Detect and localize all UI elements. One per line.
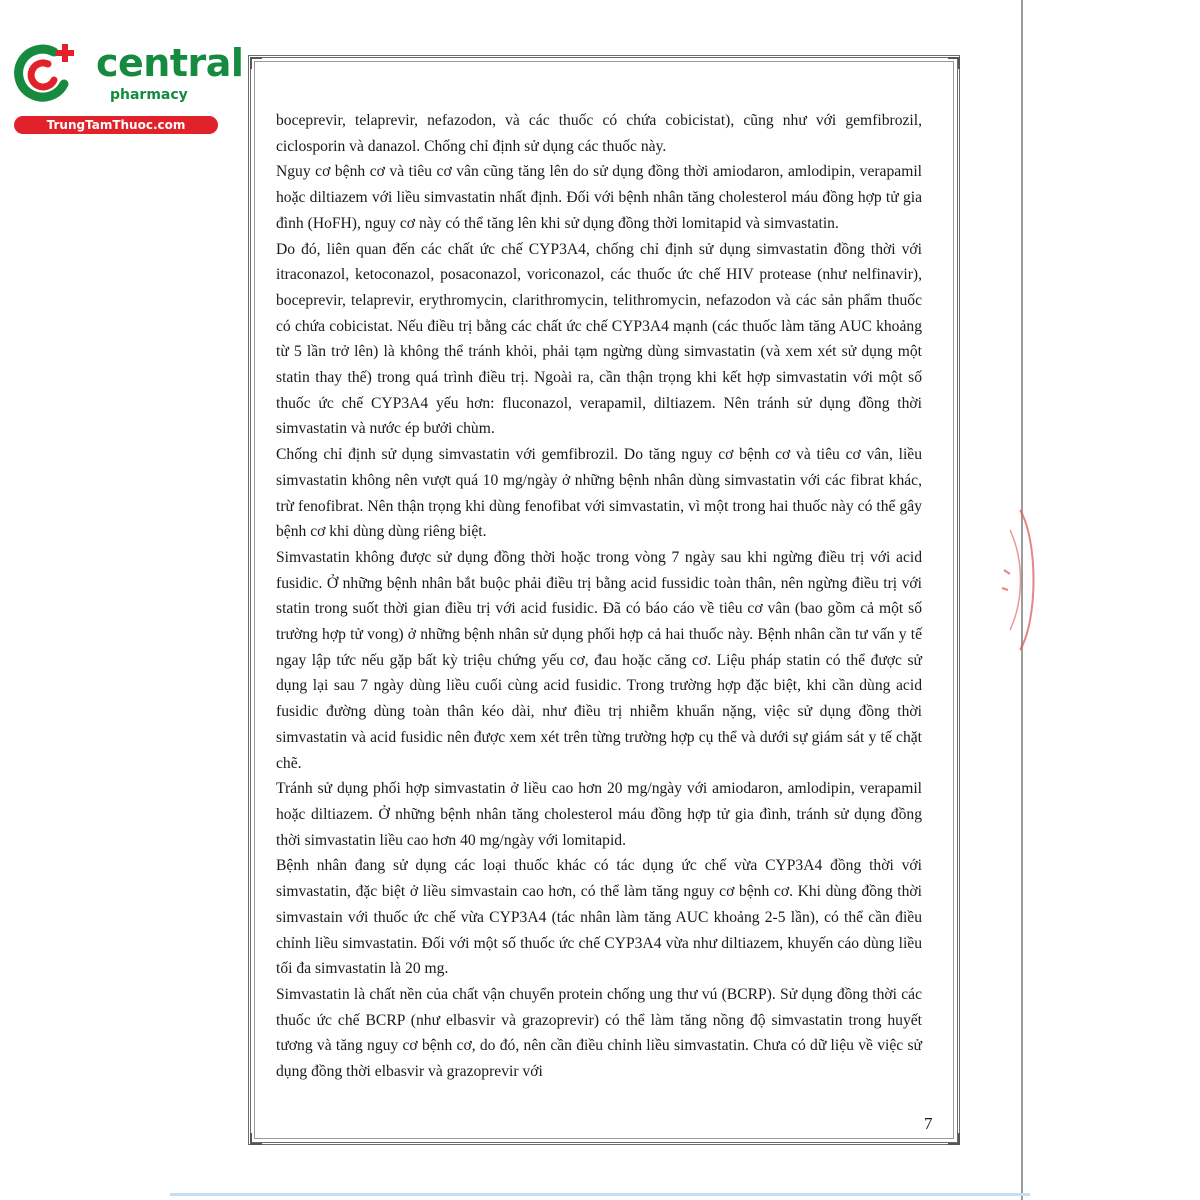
corner-ornament-top-right xyxy=(948,57,960,69)
logo-sub-text: pharmacy xyxy=(110,87,188,103)
paragraph-3: Do đó, liên quan đến các chất ức chế CYP3A4, chống chỉ định sử dụng simvastatin đồng thời với itraconazol, ketoconazol, posaconazol, voriconazol, các thuốc ức chế HIV protease (như nelfinavir), boceprevir, telaprevir, erythromycin, clarithromycin, telithromycin, nefazodon và các sản phẩm thuốc có chứa cobicistat. Nếu điều trị bằng các chất ức chế CYP3A4 mạnh (các thuốc làm tăng AUC khoảng từ 5 lần trở lên) là không thể tránh khỏi, phải tạm ngừng dùng simvastatin (và xem xét sử dụng một statin thay thế) trong quá trình điều trị. Ngoài ra, cần thận trọng khi kết hợp simvastatin với một số thuốc ức chế CYP3A4 yếu hơn: fluconazol, verapamil, diltiazem. Nên tránh sử dụng đồng thời simvastatin và nước ép bưởi chùm. xyxy=(276,240,922,438)
page-number: 7 xyxy=(924,1114,933,1133)
logo-brand-text: central xyxy=(96,41,244,85)
paragraph-7: Bệnh nhân đang sử dụng các loại thuốc khác có tác dụng ức chế vừa CYP3A4 đồng thời với simvastatin, đặc biệt ở liều simvastain cao hơn, có thể làm tăng nguy cơ bệnh cơ. Khi dùng đồng thời simvastain với thuốc ức chế vừa CYP3A4 (tác nhân làm tăng AUC khoảng 2-5 lần), có thể cần điều chỉnh liều simvastatin. Đối với một số thuốc ức chế CYP3A4 vừa như diltiazem, khuyến cáo dùng liều tối đa simvastatin là 20 mg. xyxy=(276,857,922,978)
corner-ornament-bottom-right xyxy=(948,1133,960,1145)
pharmacy-logo[interactable] xyxy=(10,38,244,138)
document-body xyxy=(276,108,922,1085)
paragraph-8: Simvastatin là chất nền của chất vận chuyển protein chống ung thư vú (BCRP). Sử dụng đồng thời các thuốc ức chế BCRP (như elbasvir và grazoprevir) có thể làm tăng nồng độ simvastatin trong huyết tương và tăng nguy cơ bệnh cơ, do đó, nên cần điều chỉnh liều simvastatin. Chưa có dữ liệu về việc sử dụng đồng thời elbasvir và grazoprevir với xyxy=(276,985,922,1081)
paragraph-6: Tránh sử dụng phối hợp simvastatin ở liều cao hơn 20 mg/ngày với amiodaron, amlodipin, verapamil hoặc diltiazem. Ở những bệnh nhân tăng cholesterol máu đồng hợp tử gia đình, tránh sử dụng đồng thời simvastatin liều cao hơn 40 mg/ngày với lomitapid. xyxy=(276,780,922,849)
red-stamp-mark-icon xyxy=(990,500,1040,660)
corner-ornament-bottom-left xyxy=(250,1133,262,1145)
scan-bottom-line xyxy=(170,1193,1030,1196)
logo-website-badge: TrungTamThuoc.com xyxy=(14,116,218,134)
paragraph-2: Nguy cơ bệnh cơ và tiêu cơ vân cũng tăng lên do sử dụng đồng thời amiodaron, amlodipin, verapamil hoặc diltiazem với liều simvastatin nhất định. Đối với bệnh nhân tăng cholesterol máu đồng hợp tử gia đình (HoFH), nguy cơ này có thể tăng lên khi sử dụng đồng thời lomitapid và simvastatin. xyxy=(276,163,922,232)
corner-ornament-top-left xyxy=(250,57,262,69)
paragraph-1: boceprevir, telaprevir, nefazodon, và các thuốc có chứa cobicistat), cũng như với gemfibrozil, ciclosporin và danazol. Chống chỉ định sử dụng các thuốc này. xyxy=(276,112,922,155)
paragraph-5: Simvastatin không được sử dụng đồng thời hoặc trong vòng 7 ngày sau khi ngừng điều trị với acid fusidic. Ở những bệnh nhân bắt buộc phải điều trị bằng acid fussidic toàn thân, nên ngừng điều trị với statin trong suốt thời gian điều trị với acid fusidic. Đã có báo cáo về tiêu cơ vân (bao gồm cả một số trường hợp tử vong) ở những bệnh nhân sử dụng phối hợp cả hai thuốc này. Bệnh nhân cần tư vấn y tế ngay lập tức nếu gặp bất kỳ triệu chứng yếu cơ, đau hoặc căng cơ. Liệu pháp statin có thể được sử dụng lại sau 7 ngày dùng liều cuối cùng acid fusidic. Trong trường hợp đặc biệt, khi cần dùng acid fusidic đường dùng toàn thân kéo dài, như điều trị nhiễm khuẩn nặng, việc sử dụng đồng thời simvastatin và acid fusidic nên được xem xét trên từng trường hợp cụ thể và dưới sự giám sát y tế chặt chẽ. xyxy=(276,548,922,772)
paragraph-4: Chống chỉ định sử dụng simvastatin với gemfibrozil. Do tăng nguy cơ bệnh cơ và tiêu cơ vân, liều simvastatin không nên vượt quá 10 mg/ngày ở những bệnh nhân dùng simvastatin với các fibrat khác, trừ fenofibrat. Nên thận trọng khi dùng fenofibat với simvastatin, vì một trong hai thuốc này có thể gây bệnh cơ khi dùng dùng riêng biệt. xyxy=(276,446,922,541)
central-pharmacy-logo-icon xyxy=(12,40,82,104)
